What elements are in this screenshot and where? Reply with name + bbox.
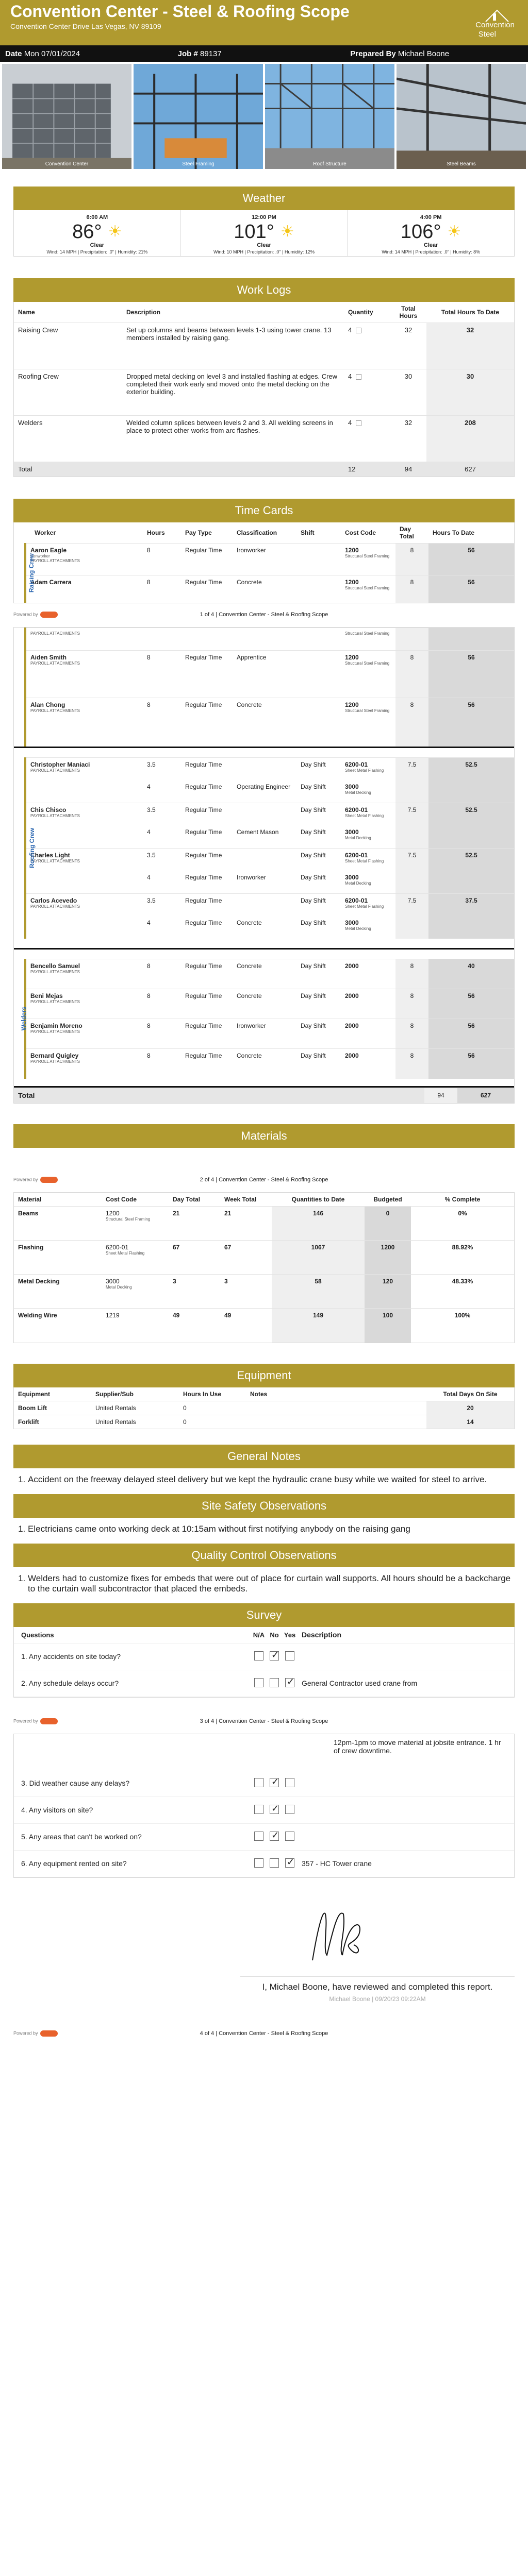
table-row[interactable]: Beams 1200 Structural Steel Framing 21 21 146 0 0% bbox=[14, 1207, 514, 1241]
page-footer: Powered by 3 of 4 | Convention Center - Steel & Roofing Scope bbox=[13, 1718, 328, 1724]
timecards-total: Total 94 627 bbox=[14, 1088, 514, 1104]
report-date: Date Mon 07/01/2024 bbox=[5, 49, 80, 58]
page-footer: Powered by 2 of 4 | Convention Center - Steel & Roofing Scope bbox=[13, 1177, 328, 1183]
no-checkbox[interactable] bbox=[270, 1805, 279, 1814]
crew-group: Roofing Crew Christopher Maniaci PAYROLL ATTACHMENTS 3.5 Regular Time Day Shift 6200-01 Sheet Metal Flashing 7.5 52.5 4 Regular Time Operating Engineer Day Shift 3000 Metal Decking Chis Chisco PAYROLL ATTACHMENTS 3.5 Regular Time Day Shift 6200-01 Sheet Metal Flashing 7.5 52.5 4 Regular Time Cement Mason Day Shift 3000 Metal Decking Charles Light PAYROLL ATTACHMENTS 3.5 Regular Time Day Shift 6200-01 Sheet Metal Flashing 7.5 52.5 4 Regular Time Ironworker Day Shift 3000 Metal Decking Carlos Acevedo PAYROLL ATTACHMENTS 3.5 Regular Time Day Shift 6200-01 Sheet Metal Flashing 7.5 37.5 4 Regular Time Concrete Day Shift 3000 Metal Decking bbox=[24, 757, 514, 939]
survey-question: 5. Any areas that can't be worked on? ✓ bbox=[14, 1824, 514, 1851]
equipment-table: Equipment Supplier/Sub Hours In Use Notes Total Days On Site Boom Lift United Rentals 0 20 Forklift United Rentals 0 14 bbox=[14, 1387, 514, 1429]
equipment-section bbox=[13, 1364, 515, 1429]
survey-section: Survey Questions N/A No Yes Description 1. Any accidents on site today? ✓ 2. Any schedule delays occur? ✓ General Contractor used crane from bbox=[13, 1603, 515, 1698]
attachment-icon[interactable] bbox=[356, 420, 361, 426]
general-note: 1. Accident on the freeway delayed steel delivery but we kept the hydraulic crane busy while we waited for steel to arrive. bbox=[28, 1475, 515, 1485]
no-checkbox[interactable] bbox=[270, 1778, 279, 1787]
worklogs-section bbox=[13, 278, 515, 477]
table-row[interactable]: 4 Regular Time Cement Mason Day Shift 3000 Metal Decking bbox=[147, 828, 371, 840]
table-row[interactable]: Boom Lift United Rentals 0 20 bbox=[14, 1401, 514, 1415]
site-photo[interactable]: Steel Beams bbox=[397, 64, 526, 169]
total-row: Total 12 94 627 bbox=[14, 462, 514, 477]
table-row[interactable]: Alan Chong PAYROLL ATTACHMENTS 8 Regular Time Concrete 1200 Structural Steel Framing 8 56 bbox=[26, 698, 514, 747]
table-row[interactable]: 4 Regular Time Operating Engineer Day Shift 3000 Metal Decking bbox=[147, 783, 371, 795]
report-header bbox=[0, 0, 528, 45]
survey-title: Survey bbox=[13, 1603, 515, 1627]
table-row[interactable]: Adam Carrera 8 Regular Time Concrete 1200 Structural Steel Framing 8 56 bbox=[26, 575, 514, 603]
weather-section bbox=[13, 187, 515, 257]
signature-section bbox=[13, 1899, 515, 2022]
project-address: Convention Center Drive Las Vegas, NV 89109 bbox=[10, 22, 161, 30]
yes-checkbox[interactable] bbox=[285, 1678, 294, 1687]
sun-icon: ☀ bbox=[108, 223, 122, 240]
company-logo: Convention Steel bbox=[470, 6, 517, 39]
weather-entry: 4:00 PM 106° ☀ Clear Wind: 14 MPH | Precipitation: .0" | Humidity: 8% bbox=[382, 214, 481, 255]
safety-note: 1. Electricians came onto working deck at 10:15am without first notifying anybody on the raising gang bbox=[28, 1524, 515, 1534]
no-checkbox[interactable] bbox=[270, 1651, 279, 1660]
crew-group: PAYROLL ATTACHMENTS Structural Steel Framing Aiden Smith PAYROLL ATTACHMENTS 8 Regular Time Apprentice 1200 Structural Steel Framing 8 56 Alan Chong PAYROLL ATTACHMENTS 8 Regular Time Concrete 1200 Structural Steel Framing 8 56 bbox=[24, 628, 514, 747]
na-checkbox[interactable] bbox=[254, 1678, 263, 1687]
materials-title: Materials bbox=[13, 1124, 515, 1148]
brand-logo bbox=[40, 1718, 58, 1724]
table-row[interactable]: Roofing Crew Dropped metal decking on level 3 and installed flashing at edges. Crew completed their work early and moved onto the metal decking on the exterior building. 4 30 30 bbox=[14, 369, 514, 416]
sun-icon: ☀ bbox=[280, 223, 294, 240]
na-checkbox[interactable] bbox=[254, 1778, 263, 1787]
table-row[interactable]: Forklift United Rentals 0 14 bbox=[14, 1415, 514, 1429]
table-row[interactable]: Welding Wire 1219 49 49 149 100 100% bbox=[14, 1309, 514, 1343]
brand-logo bbox=[40, 1177, 58, 1183]
page-footer: Powered by 4 of 4 | Convention Center - Steel & Roofing Scope bbox=[13, 2030, 328, 2037]
survey-description-continued: 12pm-1pm to move material at jobsite entrance. 1 hr of crew downtime. bbox=[334, 1738, 501, 1755]
signature-statement: I, Michael Boone, have reviewed and completed this report. bbox=[262, 1981, 493, 1992]
timecards-title: Time Cards bbox=[13, 499, 515, 522]
timecards-continued bbox=[13, 627, 515, 1104]
table-row[interactable]: 4 Regular Time Concrete Day Shift 3000 Metal Decking bbox=[147, 919, 371, 931]
table-row[interactable]: Bencello Samuel PAYROLL ATTACHMENTS 8 Regular Time Concrete Day Shift 2000 8 40 bbox=[26, 959, 514, 989]
yes-checkbox[interactable] bbox=[285, 1858, 294, 1868]
sun-icon: ☀ bbox=[447, 223, 461, 240]
timecards-section bbox=[13, 499, 515, 604]
survey-question: 3. Did weather cause any delays? ✓ bbox=[14, 1770, 514, 1797]
na-checkbox[interactable] bbox=[254, 1805, 263, 1814]
yes-checkbox[interactable] bbox=[285, 1805, 294, 1814]
brand-logo bbox=[40, 612, 58, 618]
table-row[interactable]: Aiden Smith PAYROLL ATTACHMENTS 8 Regular Time Apprentice 1200 Structural Steel Framing 8 56 bbox=[26, 651, 514, 698]
table-row[interactable]: Beni Mejas PAYROLL ATTACHMENTS 8 Regular Time Concrete Day Shift 2000 8 56 bbox=[26, 989, 514, 1019]
no-checkbox[interactable] bbox=[270, 1678, 279, 1687]
site-photo[interactable]: Steel Framing bbox=[134, 64, 263, 169]
table-row[interactable]: Bernard Quigley PAYROLL ATTACHMENTS 8 Regular Time Concrete Day Shift 2000 8 56 bbox=[26, 1049, 514, 1079]
site-photos bbox=[0, 62, 528, 171]
crew-group: Welders Bencello Samuel PAYROLL ATTACHMENTS 8 Regular Time Concrete Day Shift 2000 8 40 Beni Mejas PAYROLL ATTACHMENTS 8 Regular Time Concrete Day Shift 2000 8 56 Benjamin Moreno PAYROLL ATTACHMENTS 8 Regular Time Ironworker Day Shift 2000 8 56 Bernard Quigley PAYROLL ATTACHMENTS 8 Regular Time Concrete Day Shift 2000 8 56 bbox=[24, 959, 514, 1079]
na-checkbox[interactable] bbox=[254, 1858, 263, 1868]
no-checkbox[interactable] bbox=[270, 1858, 279, 1868]
page-footer: Powered by 1 of 4 | Convention Center - Steel & Roofing Scope bbox=[13, 612, 328, 618]
signature-image bbox=[302, 1899, 374, 1971]
table-row[interactable]: Metal Decking 3000 Metal Decking 3 3 58 120 48.33% bbox=[14, 1275, 514, 1309]
survey-continued bbox=[13, 1734, 515, 1878]
weather-title: Weather bbox=[13, 187, 515, 210]
attachment-icon[interactable] bbox=[356, 328, 361, 333]
yes-checkbox[interactable] bbox=[285, 1832, 294, 1841]
crew-group: Raising Crew Aaron Eagle Ironworker PAYROLL ATTACHMENTS 8 Regular Time Ironworker 1200 Structural Steel Framing 8 56 Adam Carrera 8 Regular Time Concrete 1200 Structural Steel Framing 8 56 bbox=[24, 543, 514, 603]
na-checkbox[interactable] bbox=[254, 1832, 263, 1841]
safety-title: Site Safety Observations bbox=[13, 1494, 515, 1518]
survey-question: 1. Any accidents on site today? ✓ bbox=[14, 1643, 514, 1670]
materials-table: Material Cost Code Day Total Week Total Quantities to Date Budgeted % Complete Beams 1200 Structural Steel Framing 21 21 146 0 0% Flashing 6200-01 Sheet Metal Flashing 67 67 1067 1200 88.92% Metal Decking 3000 Metal Decking 3 3 58 120 48.33% Welding Wire 1219 49 49 149 100 100% bbox=[14, 1193, 514, 1343]
survey-question: 2. Any schedule delays occur? ✓ General Contractor used crane from bbox=[14, 1670, 514, 1697]
timecards-header: Worker Hours Pay Type Classification Shift Cost Code Day Total Hours To Date bbox=[35, 525, 475, 540]
materials-section bbox=[13, 1124, 515, 1148]
site-photo[interactable]: Roof Structure bbox=[265, 64, 394, 169]
yes-checkbox[interactable] bbox=[285, 1778, 294, 1787]
survey-question: 4. Any visitors on site? ✓ bbox=[14, 1797, 514, 1824]
worklogs-card bbox=[13, 302, 515, 477]
no-checkbox[interactable] bbox=[270, 1832, 279, 1841]
general-notes-title: General Notes bbox=[13, 1445, 515, 1468]
yes-checkbox[interactable] bbox=[285, 1651, 294, 1660]
brand-logo bbox=[40, 2030, 58, 2037]
table-row[interactable]: Charles Light PAYROLL ATTACHMENTS 3.5 Regular Time Day Shift 6200-01 Sheet Metal Flashing 7.5 52.5 bbox=[26, 848, 514, 871]
table-row[interactable]: Flashing 6200-01 Sheet Metal Flashing 67 67 1067 1200 88.92% bbox=[14, 1241, 514, 1275]
survey-question: 6. Any equipment rented on site? ✓ 357 - HC Tower crane bbox=[14, 1851, 514, 1877]
weather-entry: 12:00 PM 101° ☀ Clear Wind: 10 MPH | Precipitation: .0" | Humidity: 12% bbox=[181, 210, 348, 256]
table-row[interactable]: Benjamin Moreno PAYROLL ATTACHMENTS 8 Regular Time Ironworker Day Shift 2000 8 56 bbox=[26, 1019, 514, 1049]
na-checkbox[interactable] bbox=[254, 1651, 263, 1660]
table-row[interactable]: Aaron Eagle Ironworker PAYROLL ATTACHMENTS 8 Regular Time Ironworker 1200 Structural Steel Framing 8 56 bbox=[26, 543, 514, 575]
safety-section bbox=[13, 1494, 515, 1534]
table-row[interactable]: Carlos Acevedo PAYROLL ATTACHMENTS 3.5 Regular Time Day Shift 6200-01 Sheet Metal Flashing 7.5 37.5 bbox=[26, 893, 514, 916]
qc-note: 1. Welders had to customize fixes for embeds that were out of place for curtain wall supports. All hours should be a backcharge to the curtain wall subcontractor that placed the embeds. bbox=[28, 1573, 515, 1594]
weather-entry: 6:00 AM 86° ☀ Clear Wind: 14 MPH | Precipitation: .0" | Humidity: 21% bbox=[14, 210, 181, 256]
report-title: Convention Center - Steel & Roofing Scope bbox=[10, 2, 350, 21]
table-row[interactable]: 4 Regular Time Ironworker Day Shift 3000 Metal Decking bbox=[147, 874, 371, 886]
weather-card bbox=[13, 210, 515, 257]
report-meta-bar bbox=[0, 45, 528, 62]
table-row[interactable]: Raising Crew Set up columns and beams between levels 1-3 using tower crane. 13 members installed by raising gang. 4 32 32 bbox=[14, 323, 514, 369]
qc-title: Quality Control Observations bbox=[13, 1544, 515, 1567]
materials-table-wrap bbox=[13, 1192, 515, 1343]
table-row[interactable]: Christopher Maniaci PAYROLL ATTACHMENTS 3.5 Regular Time Day Shift 6200-01 Sheet Metal Flashing 7.5 52.5 bbox=[26, 757, 514, 780]
general-notes-section bbox=[13, 1445, 515, 1485]
qc-section bbox=[13, 1544, 515, 1594]
worklogs-title: Work Logs bbox=[13, 278, 515, 302]
prepared-by: Prepared By Michael Boone bbox=[350, 49, 450, 58]
attachment-icon[interactable] bbox=[356, 374, 361, 380]
signature-stamp: Michael Boone | 09/20/23 09:22AM bbox=[329, 1995, 426, 2003]
site-photo[interactable]: Convention Center bbox=[2, 64, 131, 169]
table-row[interactable]: Welders Welded column splices between levels 2 and 3. All welding screens in place to protect other works from arc flashes. 4 32 208 bbox=[14, 416, 514, 462]
job-number: Job # 89137 bbox=[177, 49, 222, 58]
worklogs-table: Name Description Quantity Total Hours Total Hours To Date Raising Crew Set up columns and beams between levels 1-3 using tower crane. 13 members installed by raising gang. 4 32 32 Roofing Crew Dropped metal decking on level 3 and installed flashing at edges. Crew completed their work early and moved onto the metal decking on the exterior building. 4 30 30 Welders Welded column splices between levels 2 and 3. All welding screens in place to protect other works from arc flashes. 4 32 208 Total 12 94 627 bbox=[14, 302, 514, 477]
equipment-title: Equipment bbox=[13, 1364, 515, 1387]
table-row[interactable]: Chis Chisco PAYROLL ATTACHMENTS 3.5 Regular Time Day Shift 6200-01 Sheet Metal Flashing 7.5 52.5 bbox=[26, 803, 514, 825]
